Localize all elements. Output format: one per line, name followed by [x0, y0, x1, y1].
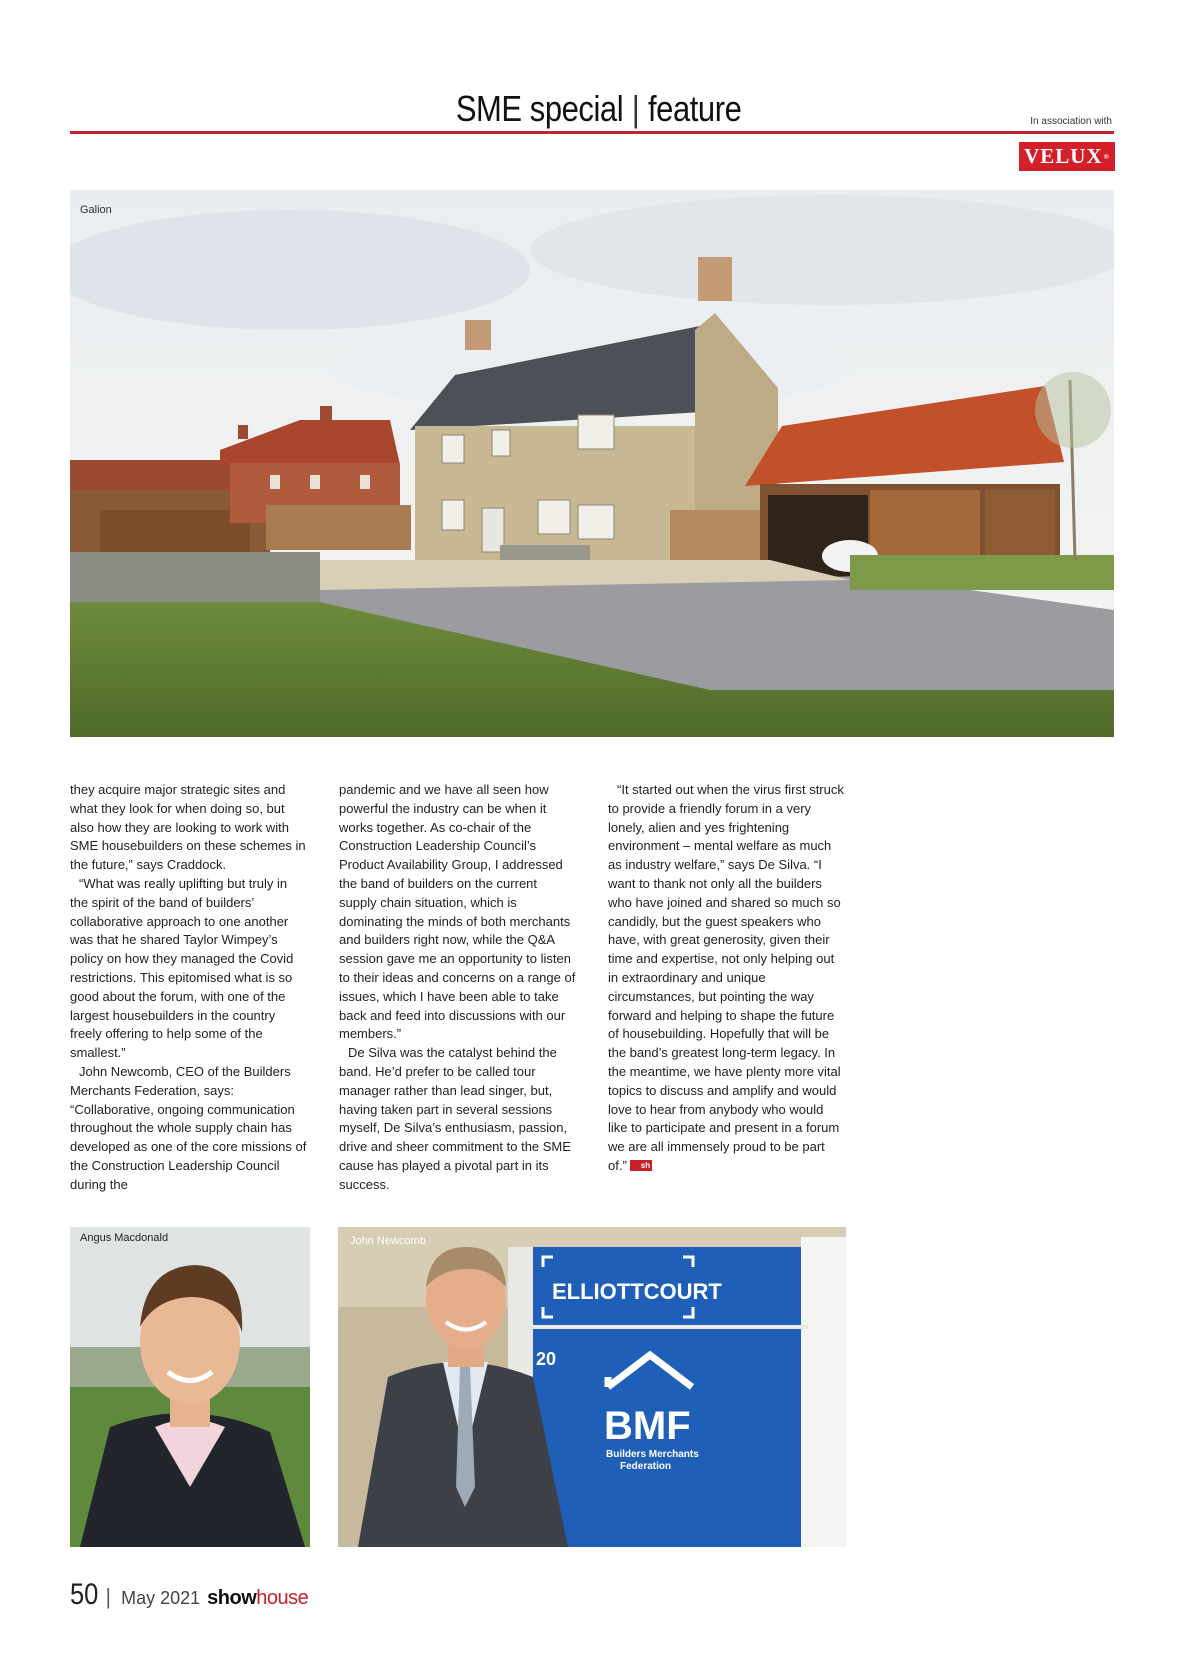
portrait-photo-2 [338, 1227, 846, 1547]
portrait-photo-1 [70, 1227, 310, 1547]
footer-separator: | [105, 1584, 112, 1609]
article-column-1 [70, 781, 308, 1195]
portrait-2-credit: John Newcomb [350, 1235, 426, 1247]
header-rule [70, 131, 1114, 134]
paragraph: De Silva was the catalyst behind the band. He’d prefer to be called tour manager rather than lead singer, but, having taken part in several sessions myself, De Silva’s enthusiasm, passion, drive and sheer commitment to the SME cause has played a pivotal part in its success. [339, 1045, 571, 1192]
portrait-2-illustration [338, 1227, 846, 1547]
paragraph: pandemic and we have all seen how powerful the industry can be when it works together. As co-chair of the Construction Leadership Council’s Product Availability Group, I addressed the band of builders on the current supply chain situation, which is dominating the minds of both merchants and builders right now, while the Q&A session gave me an opportunity to listen to their ideas and concerns on a range of issues, which I have been able to take back and feed into discussions with our members.” [339, 782, 576, 1042]
heading-separator: | [631, 88, 640, 129]
section-name: SME special [455, 88, 624, 129]
sign-number-fragment: 20 [536, 1349, 557, 1369]
velux-logo-text: VELUX [1024, 144, 1103, 168]
sign-text: ELLIOTTCOURT [552, 1279, 722, 1304]
bmf-logo-text: BMF [604, 1404, 691, 1448]
velux-logo [1019, 142, 1115, 171]
article-column-3 [608, 781, 846, 1176]
page-number: 50 [70, 1578, 99, 1611]
registered-mark: ® [1103, 152, 1110, 161]
hero-photo-credit: Galion [80, 204, 112, 216]
association-text: In association with [1030, 116, 1112, 127]
end-mark: sh [630, 1160, 652, 1171]
section-heading [83, 88, 1115, 130]
brand-show: show [207, 1587, 257, 1609]
portrait-1-credit: Angus Macdonald [80, 1232, 169, 1244]
hero-photo [70, 190, 1114, 737]
brand-house: house [256, 1587, 309, 1609]
paragraph [608, 781, 846, 1176]
section-label: feature [647, 88, 742, 129]
hero-photo-illustration [70, 190, 1114, 737]
article-column-2 [339, 781, 577, 1195]
portrait-1-illustration [70, 1227, 310, 1547]
bmf-logo-sub1: Builders Merchants [606, 1449, 699, 1460]
page-footer [70, 1578, 308, 1612]
paragraph: they acquire major strategic sites and what they look for when doing so, but also how they are looking to work with SME housebuilders on these schemes in the future,” says Craddock. [70, 782, 306, 873]
issue-date: May 2021 [121, 1588, 201, 1608]
bmf-logo-sub2: Federation [620, 1461, 672, 1472]
paragraph-text: “It started out when the virus first struck to provide a friendly forum in a very lonely, alien and yes frightening environment – mental welfare as much as industry welfare,” says De Silva. “I want to thank not only all the builders who have joined and shared so much so candidly, but the guest speakers who have, with great generosity, given their time and expertise, not only helping out in extraordinary and unique circumstances, but pointing the way forward and helping to shape the future of housebuilding. Hopefully that will be the band’s greatest long-term legacy. In the meantime, we have plenty more vital topics to discuss and amplify and would love to hear from anybody who would like to participate and present in a forum we are all immensely proud to be part of.” [608, 782, 844, 1173]
paragraph: “What was really uplifting but truly in the spirit of the band of builders’ collaborative approach to one another was that he shared Taylor Wimpey’s policy on how they managed the Covid restrictions. This epitomised what is so good about the forum, with one of the largest housebuilders in the country freely offering to help some of the smallest.” [70, 875, 294, 1061]
paragraph: John Newcomb, CEO of the Builders Merchants Federation, says: “Collaborative, ongoing communication throughout the whole supply chain has developed as one of the core missions of the Construction Leadership Council during the [70, 1063, 307, 1192]
